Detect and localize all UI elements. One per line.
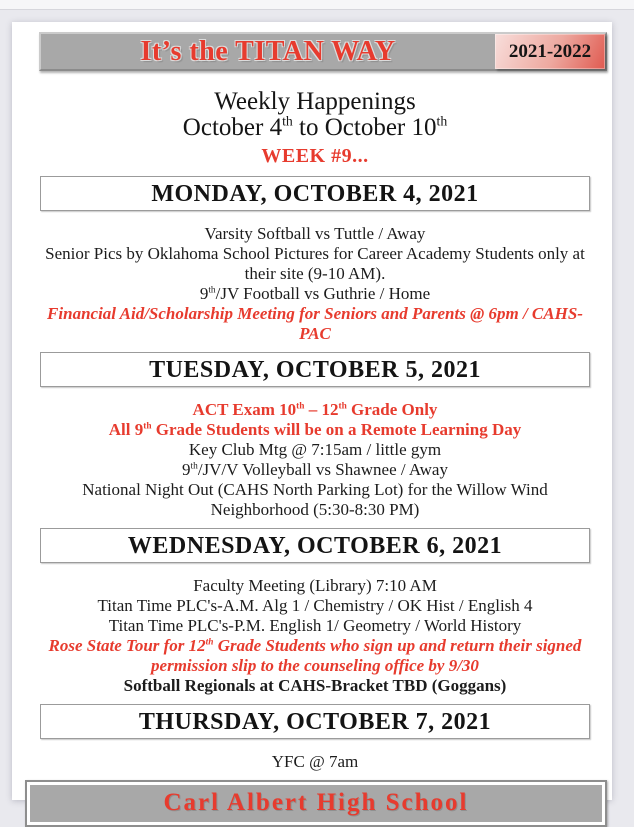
day-heading	[40, 704, 590, 739]
day-heading-label: MONDAY, OCTOBER 4, 2021	[151, 181, 479, 207]
week-number: WEEK #9...	[261, 145, 369, 167]
event-list	[41, 752, 589, 772]
event-line: YFC @ 7am	[271, 752, 359, 771]
days-container	[38, 176, 592, 772]
school-name-banner-inner	[30, 785, 602, 822]
event-line: All 9th Grade Students will be on a Remote Learning Day	[108, 420, 522, 439]
day-section	[38, 704, 592, 772]
intro-block	[38, 89, 592, 168]
event-line: Softball Regionals at CAHS-Bracket TBD (Goggans)	[123, 676, 507, 695]
day-heading	[40, 528, 590, 563]
newsletter-masthead	[39, 32, 607, 71]
event-list	[41, 576, 589, 696]
page-content	[12, 22, 612, 827]
event-line: Rose State Tour for 12th Grade Students who sign up and return their signed permission slip to the counseling office by 9/30	[48, 636, 582, 675]
event-line: Senior Pics by Oklahoma School Pictures for Career Academy Students only at their site (9-10 AM).	[45, 244, 585, 283]
event-line: Financial Aid/Scholarship Meeting for Seniors and Parents @ 6pm / CAHS-PAC	[47, 304, 583, 343]
event-line: National Night Out (CAHS North Parking Lot) for the Willow Wind Neighborhood (5:30-8:30 PM)	[82, 480, 548, 519]
date-range: October 4th to October 10th	[182, 113, 448, 141]
viewer-top-strip	[0, 0, 634, 10]
event-list	[41, 400, 589, 520]
event-line: 9th/JV/V Volleyball vs Shawnee / Away	[182, 460, 448, 479]
day-section	[38, 176, 592, 344]
masthead-title: It’s the TITAN WAY	[140, 36, 396, 67]
event-line: ACT Exam 10th – 12th Grade Only	[192, 400, 438, 419]
school-name: Carl Albert High School	[163, 789, 469, 816]
event-line: Faculty Meeting (Library) 7:10 AM	[193, 576, 437, 595]
school-year-badge: 2021-2022	[495, 34, 605, 69]
day-section	[38, 528, 592, 696]
day-section	[38, 352, 592, 520]
day-heading	[40, 176, 590, 211]
event-line: 9th/JV Football vs Guthrie / Home	[199, 284, 431, 303]
event-line: Key Club Mtg @ 7:15am / little gym	[188, 440, 442, 459]
day-heading-label: TUESDAY, OCTOBER 5, 2021	[149, 357, 481, 383]
day-heading-label: WEDNESDAY, OCTOBER 6, 2021	[127, 533, 503, 559]
event-list	[41, 224, 589, 344]
school-name-banner	[25, 780, 607, 827]
event-line: Titan Time PLC's-A.M. Alg 1 / Chemistry / OK Hist / English 4	[97, 596, 533, 615]
event-line: Varsity Softball vs Tuttle / Away	[204, 224, 426, 243]
weekly-happenings-title: Weekly Happenings	[214, 88, 416, 115]
day-heading	[40, 352, 590, 387]
newsletter-page	[12, 22, 612, 816]
event-line: Titan Time PLC's-P.M. English 1/ Geometry / World History	[108, 616, 522, 635]
day-heading-label: THURSDAY, OCTOBER 7, 2021	[138, 709, 492, 735]
